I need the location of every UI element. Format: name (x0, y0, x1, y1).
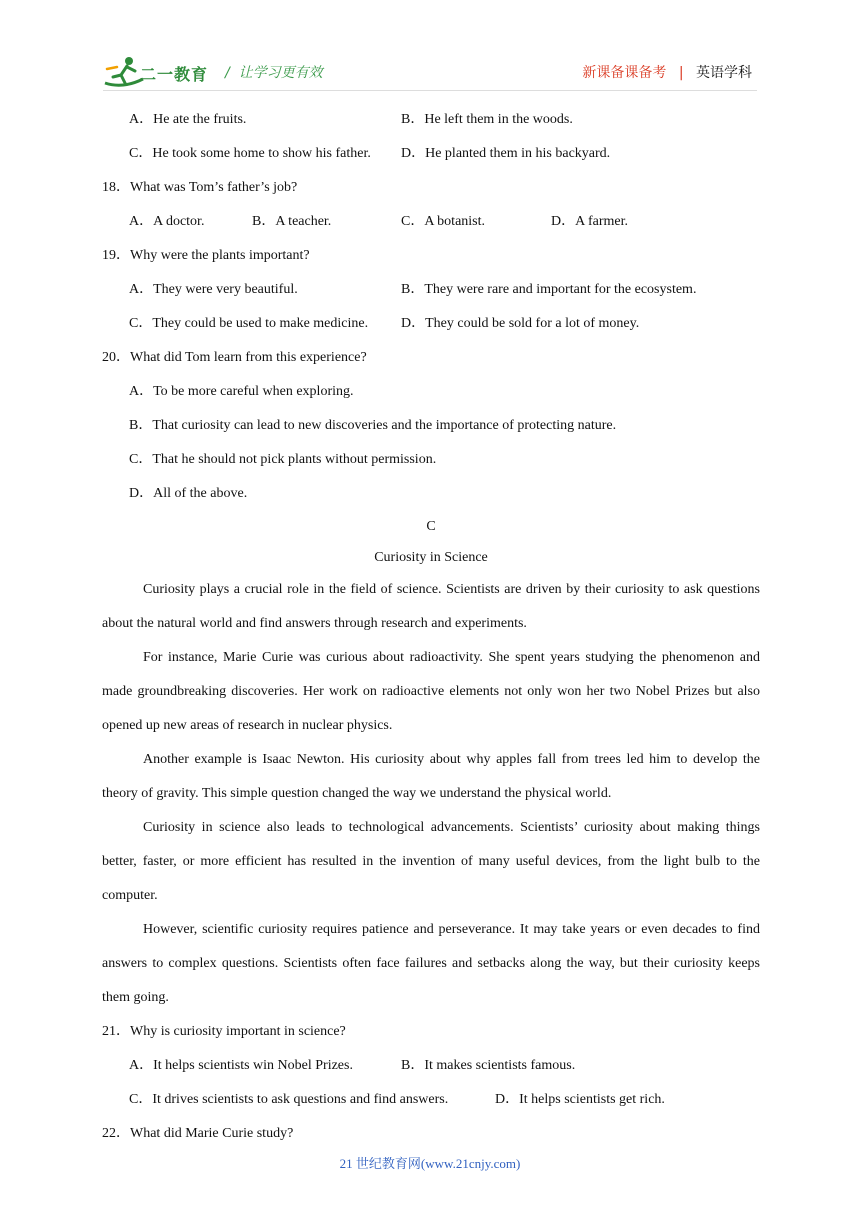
q17-option-d: D．He planted them in his backyard. (401, 146, 611, 161)
q21-option-a: A．It helps scientists win Nobel Prizes. (129, 1058, 353, 1073)
passage-paragraph: Curiosity in science also leads to technological advancements. Scientists’ curiosity about making things better, faster, or more efficient has resulted in the invention of many useful devices, from the light bulb to the computer. (102, 820, 760, 903)
passage-paragraph: Another example is Isaac Newton. His curiosity about why apples fall from trees led him to develop the theory of gravity. This simple question changed the way we understand the physical world. (102, 752, 760, 801)
q17-options-row1 (102, 103, 760, 137)
q19-options-row1 (102, 273, 760, 307)
q18-options-row (102, 205, 760, 239)
q21-question: 21．Why is curiosity important in science? (102, 1024, 346, 1039)
q19-option-c: C．They could be used to make medicine. (129, 316, 369, 331)
passage-paragraph: For instance, Marie Curie was curious about radioactivity. She spent years studying the phenomenon and made groundbreaking discoveries. Her work on radioactive elements not only won her two Nobel Prizes but also opened up new areas of research in nuclear physics. (102, 650, 760, 733)
q18-question: 18．What was Tom’s father’s job? (102, 180, 298, 195)
q21-option-b: B．It makes scientists famous. (401, 1058, 576, 1073)
header-divider: | (678, 65, 684, 81)
q20-option-c: C．That he should not pick plants without permission. (129, 452, 437, 467)
q20-question: 20．What did Tom learn from this experience? (102, 350, 367, 365)
q20-option-d: D．All of the above. (129, 486, 248, 501)
q21-options-row1 (102, 1049, 760, 1083)
q21-option-c: C．It drives scientists to ask questions and find answers. (129, 1092, 449, 1107)
passage-paragraph: Curiosity plays a crucial role in the field of science. Scientists are driven by their curiosity to ask questions about the natural world and find answers through research and experiments. (102, 582, 760, 631)
passage-paragraph: However, scientific curiosity requires patience and perseverance. It may take years or even decades to find answers to complex questions. Scientists often face failures and setbacks along the way, but their curiosity keeps them going. (102, 922, 760, 1005)
passage-title: Curiosity in Science (374, 550, 488, 565)
header-subject: 英语学科 (696, 65, 752, 81)
q17-option-c: C．He took some home to show his father. (129, 146, 371, 161)
q18-option-a: A．A doctor. (129, 214, 205, 229)
q21-option-d: D．It helps scientists get rich. (495, 1092, 665, 1107)
q18-option-b: B．A teacher. (252, 214, 332, 229)
header-right (582, 62, 752, 82)
header-slogan: / 让学习更有效 (225, 65, 323, 81)
page-footer[interactable]: 21 世纪教育网(www.21cnjy.com) (339, 1156, 521, 1171)
q17-options-row2 (102, 137, 760, 171)
header-tagline: 新课备课备考 (582, 65, 667, 81)
q20-option-a: A．To be more careful when exploring. (129, 384, 354, 399)
q18-option-c: C．A botanist. (401, 214, 486, 229)
header-rule (103, 90, 757, 91)
q19-question: 19．Why were the plants important? (102, 248, 310, 263)
q19-option-d: D．They could be sold for a lot of money. (401, 316, 640, 331)
q21-options-row2 (102, 1083, 760, 1117)
q17-option-a: A．He ate the fruits. (129, 112, 247, 127)
q18-option-d: D．A farmer. (551, 214, 628, 229)
logo-text: 二一教育 (140, 65, 209, 84)
q22-question: 22．What did Marie Curie study? (102, 1126, 294, 1141)
q20-option-b: B．That curiosity can lead to new discoveries and the importance of protecting nature. (129, 418, 617, 433)
page-header (0, 0, 860, 100)
q17-option-b: B．He left them in the woods. (401, 112, 573, 127)
q19-option-a: A．They were very beautiful. (129, 282, 298, 297)
q19-options-row2 (102, 307, 760, 341)
q19-option-b: B．They were rare and important for the ecosystem. (401, 282, 697, 297)
passage-section-label: C (426, 519, 436, 534)
document-body (102, 103, 760, 1151)
